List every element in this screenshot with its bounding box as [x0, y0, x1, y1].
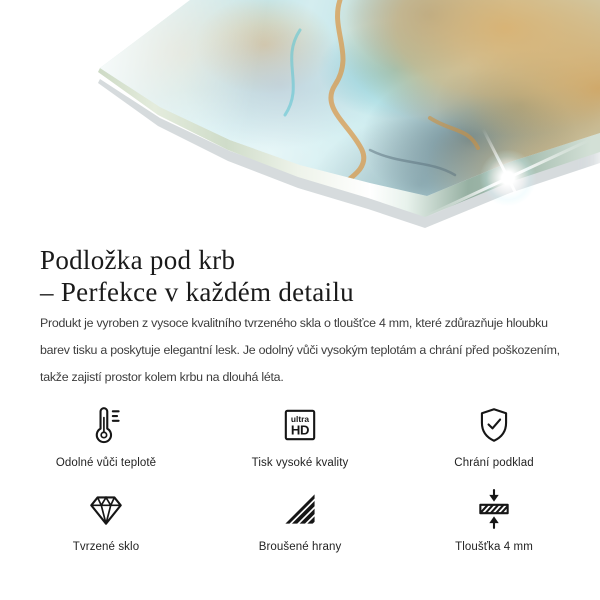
description-line: barev tisku a poskytuje elegantní lesk. Je odolný vůči vysokým teplotám a chrání před poškozením,	[40, 343, 560, 357]
feature-label: Odolné vůči teplotě	[55, 457, 157, 469]
compressed-thickness-icon	[473, 488, 515, 530]
product-photo	[0, 0, 600, 240]
feature-label: Broušené hrany	[258, 541, 342, 553]
feature-polished-edges	[203, 488, 397, 554]
features-grid	[9, 404, 591, 554]
feature-print-quality	[203, 404, 397, 470]
feature-thickness	[397, 488, 591, 554]
page-title-line1: Podložka pod krb	[40, 245, 236, 276]
feature-label: Tvrzené sklo	[72, 541, 140, 553]
feature-label: Tloušťka 4 mm	[455, 541, 533, 553]
thermometer-icon	[85, 404, 127, 446]
feature-label: Chrání podklad	[454, 457, 534, 469]
diamond-icon	[85, 488, 127, 530]
page-title-line2: – Perfekce v každém detailu	[40, 276, 354, 307]
ultra-hd-badge-bottom: HD	[290, 422, 310, 438]
ultra-hd-icon	[279, 404, 321, 446]
feature-label: Tisk vysoké kvality	[251, 457, 349, 469]
description-line: Produkt je vyroben z vysoce kvalitního tvrzeného skla o tloušťce 4 mm, které zdůrazňuje hloubku	[40, 316, 548, 330]
description-line: takže zajistí prostor kolem krbu na dlouhá léta.	[40, 370, 284, 384]
beveled-edges-icon	[279, 488, 321, 530]
page-title	[40, 245, 354, 308]
ultra-hd-badge-top: ultra	[290, 413, 310, 424]
feature-heat-resistant	[9, 404, 203, 470]
product-description	[40, 310, 560, 391]
shield-check-icon	[473, 404, 515, 446]
feature-protects-surface	[397, 404, 591, 470]
feature-tempered-glass	[9, 488, 203, 554]
